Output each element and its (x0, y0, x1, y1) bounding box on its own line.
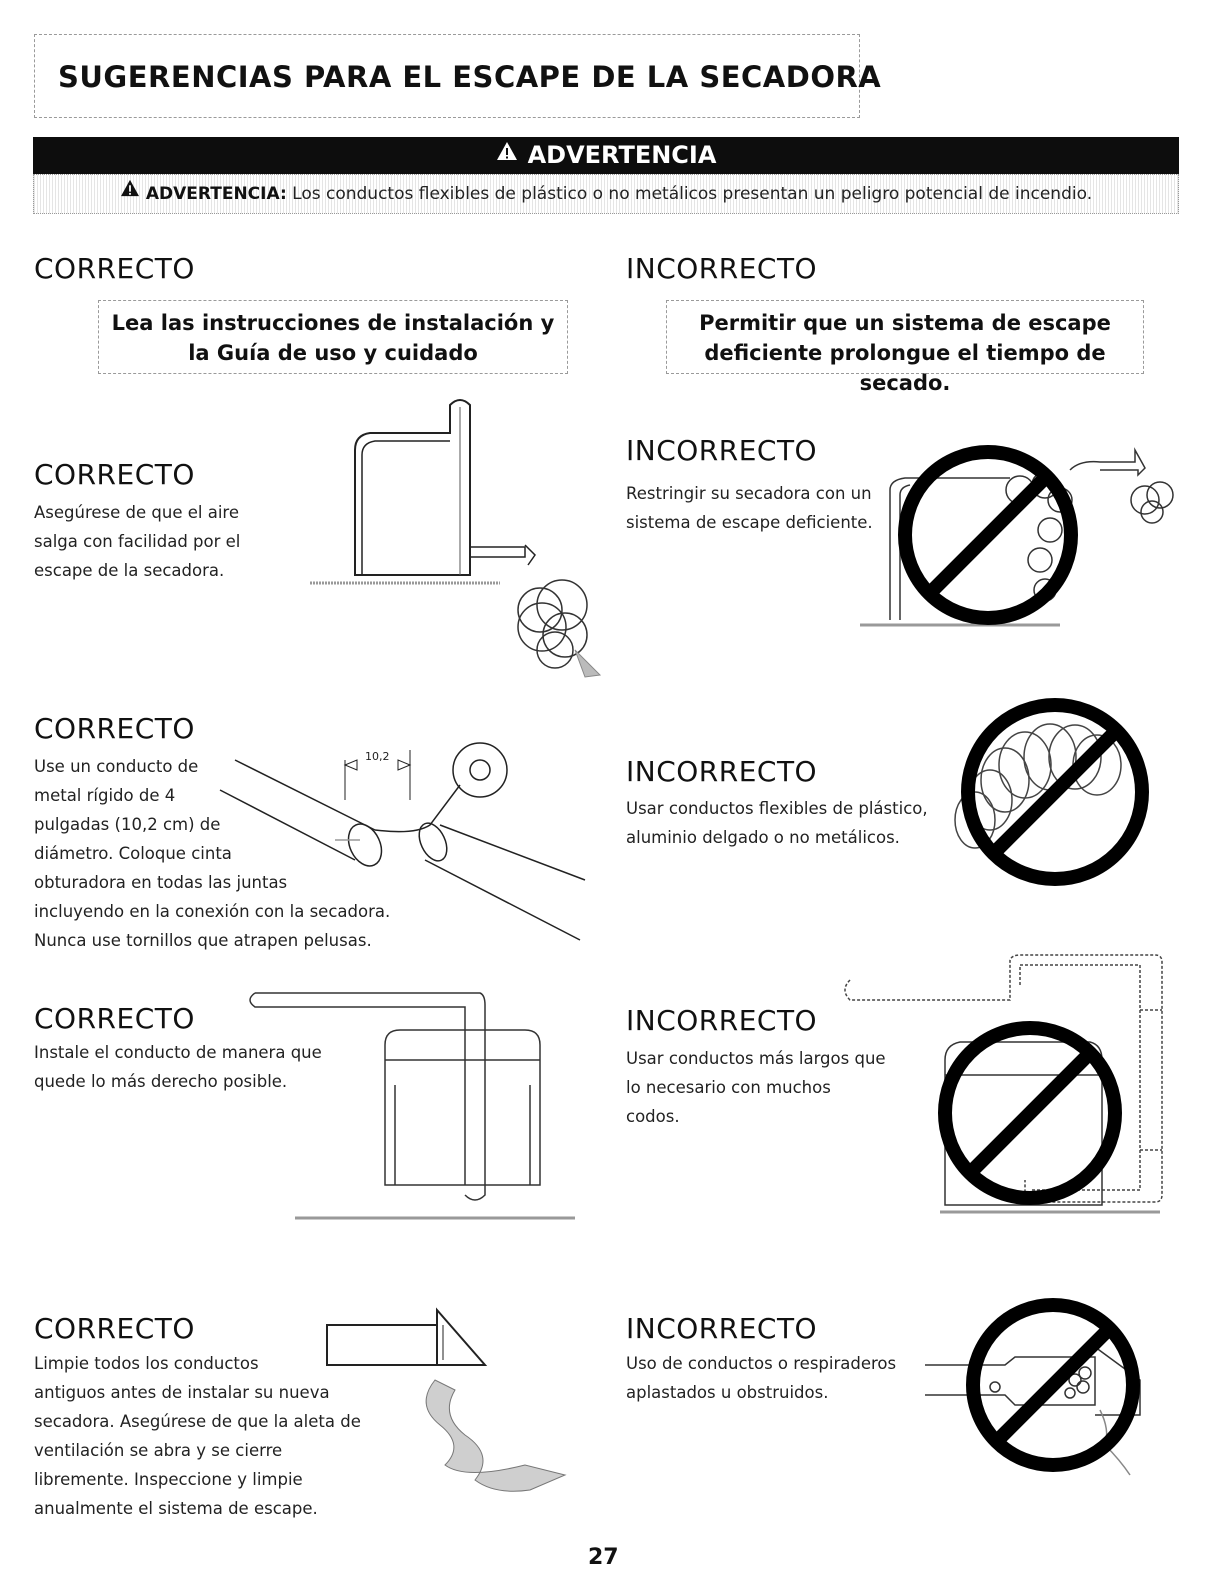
text-line: ventilación se abra y se cierre (34, 1441, 283, 1460)
text-line: antiguos antes de instalar su nueva (34, 1383, 330, 1402)
text-line: Nunca use tornillos que atrapen pelusas. (34, 931, 372, 950)
text-line: Usar conductos flexibles de plástico, (626, 799, 928, 818)
text-line: Limpie todos los conductos (34, 1354, 259, 1373)
page-number: 27 (588, 1545, 619, 1570)
vent-flap-airflow-illustration (325, 1305, 585, 1515)
text-line: Usar conductos más largos que (626, 1049, 886, 1068)
warning-label: ADVERTENCIA: (145, 184, 287, 204)
warning-header (33, 137, 1179, 174)
text-line: incluyendo en la conexión con la secadora. (34, 902, 391, 921)
warning-triangle-icon (120, 173, 140, 211)
dimension-label: 10,2 (365, 750, 390, 763)
incorrect-item-1-heading: INCORRECTO (626, 434, 818, 467)
incorrect-item-3-heading: INCORRECTO (626, 1004, 818, 1037)
text-line: secadora. Asegúrese de que la aleta de (34, 1412, 361, 1431)
text-line: diámetro. Coloque cinta (34, 844, 232, 863)
text-line: Asegúrese de que el aire (34, 503, 239, 522)
prohibition-sign-icon (905, 452, 1071, 618)
incorrect-item-1-text (626, 479, 886, 537)
text-line: salga con facilidad por el (34, 532, 241, 551)
text-line: quede lo más derecho posible. (34, 1072, 288, 1091)
correct-item-4-heading: CORRECTO (34, 1312, 195, 1345)
warning-triangle-icon (496, 135, 518, 172)
correct-note-box (98, 300, 568, 374)
text-line: sistema de escape deficiente. (626, 513, 873, 532)
correct-item-2-heading: CORRECTO (34, 712, 195, 745)
warning-message (33, 174, 1179, 214)
text-line: aluminio delgado o no metálicos. (626, 828, 900, 847)
text-line: pulgadas (10,2 cm) de (34, 815, 221, 834)
straight-duct-dryer-illustration (245, 985, 585, 1225)
warning-text: Los conductos flexibles de plástico o no metálicos presentan un peligro potencial de incendio. (292, 184, 1093, 204)
text-line: aplastados u obstruidos. (626, 1383, 829, 1402)
incorrect-item-2-heading: INCORRECTO (626, 755, 818, 788)
prohibition-sign-icon (968, 705, 1142, 879)
restricted-exhaust-illustration (860, 440, 1210, 635)
text-line: anualmente el sistema de escape. (34, 1499, 318, 1518)
correct-note-line-2: la Guía de uso y cuidado (188, 341, 478, 365)
text-line: Restringir su secadora con un (626, 484, 872, 503)
text-line: Use un conducto de (34, 757, 199, 776)
crushed-duct-illustration (925, 1295, 1165, 1480)
text-line: Uso de conductos o respiraderos (626, 1354, 897, 1373)
text-line: metal rígido de 4 (34, 786, 176, 805)
prohibition-sign-icon (945, 1028, 1115, 1198)
warning-header-label: ADVERTENCIA (527, 141, 717, 169)
prohibition-sign-icon (973, 1305, 1133, 1465)
correct-column-heading: CORRECTO (34, 252, 195, 285)
correct-item-1-text (34, 498, 294, 585)
page-title: SUGERENCIAS PARA EL ESCAPE DE LA SECADORA (58, 60, 882, 94)
incorrect-item-2-text (626, 794, 946, 852)
text-line: obturadora en todas las juntas (34, 873, 288, 892)
incorrect-item-4-heading: INCORRECTO (626, 1312, 818, 1345)
text-line: libremente. Inspeccione y limpie (34, 1470, 303, 1489)
text-line: escape de la secadora. (34, 561, 225, 580)
long-duct-elbows-illustration (840, 950, 1165, 1225)
incorrect-note-line-1: Permitir que un sistema de escape (699, 311, 1111, 335)
correct-item-3-heading: CORRECTO (34, 1002, 195, 1035)
incorrect-column-heading: INCORRECTO (626, 252, 818, 285)
incorrect-item-4-text (626, 1349, 946, 1407)
incorrect-note-box (666, 300, 1144, 395)
correct-note-line-1: Lea las instrucciones de instalación y (111, 311, 555, 335)
text-line: lo necesario con muchos (626, 1078, 831, 1097)
flexible-duct-illustration (945, 695, 1165, 890)
correct-item-1-heading: CORRECTO (34, 458, 195, 491)
text-line: codos. (626, 1107, 680, 1126)
rigid-duct-illustration (215, 740, 595, 950)
dryer-illustration (300, 395, 600, 685)
incorrect-note-line-2: deficiente prolongue el tiempo de secado. (704, 341, 1106, 395)
text-line: Instale el conducto de manera que (34, 1043, 322, 1062)
correct-item-4-text (34, 1349, 374, 1523)
